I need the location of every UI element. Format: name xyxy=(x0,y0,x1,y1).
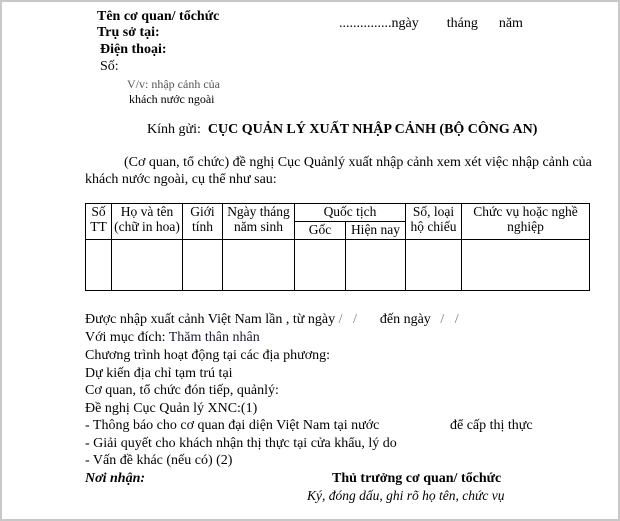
entry-period xyxy=(85,312,459,328)
guest-table xyxy=(85,203,590,291)
col-header-nationality: Quốc tịch xyxy=(295,204,406,222)
subject-line-1: V/v: nhập cảnh của xyxy=(127,77,220,91)
cell-dob[interactable] xyxy=(223,240,295,291)
col-header-gender: Giới tính xyxy=(183,204,223,240)
col-header-nationality-current: Hiện nay xyxy=(346,222,406,240)
cell-gender[interactable] xyxy=(183,240,223,291)
cell-passport[interactable] xyxy=(406,240,462,291)
cell-full-name[interactable] xyxy=(112,240,183,291)
cell-stt[interactable] xyxy=(86,240,112,291)
program-line: Chương trình hoạt động tại các địa phương: xyxy=(85,348,330,363)
document-number: Số: xyxy=(100,59,119,74)
host-org-line: Cơ quan, tổ chức đón tiếp, quảnlý: xyxy=(85,383,279,398)
entry-from-date[interactable]: / / xyxy=(338,312,357,327)
salutation-prefix: Kính gửi: xyxy=(147,122,201,137)
intro-line-2: khách nước ngoài, cụ thể như sau: xyxy=(85,172,277,187)
option-notify-embassy: - Thông báo cho cơ quan đại diện Việt Nam tại nước xyxy=(85,418,380,433)
purpose-line xyxy=(85,330,260,346)
date-line: ...............ngày tháng năm xyxy=(339,16,523,31)
col-header-passport: Số, loại hộ chiếu xyxy=(406,204,462,240)
purpose-value: Thăm thân nhân xyxy=(168,330,260,345)
purpose-label: Với mục đích: xyxy=(85,330,166,345)
col-header-nationality-origin: Gốc xyxy=(295,222,346,240)
signer-title: Thủ trưởng cơ quan/ tổchức xyxy=(332,471,502,486)
option-notify-embassy-suffix: để cấp thị thực xyxy=(450,418,533,433)
entry-to-date[interactable]: / / xyxy=(440,312,459,327)
col-header-stt: Số TT xyxy=(86,204,112,240)
org-name: Tên cơ quan/ tổchức xyxy=(97,9,220,24)
request-line: Đề nghị Cục Quản lý XNC:(1) xyxy=(85,401,258,416)
cell-occupation[interactable] xyxy=(462,240,590,291)
residence-line: Dự kiến địa chỉ tạm trú tại xyxy=(85,366,233,381)
org-address: Trụ sở tại: xyxy=(97,25,160,40)
entry-to-label: đến ngày xyxy=(379,312,431,327)
col-header-full-name: Họ và tên (chữ in hoa) xyxy=(112,204,183,240)
intro-line-1: (Cơ quan, tổ chức) đề nghị Cục Quảnlý xuất nhập cảnh xem xét việc nhập cảnh của xyxy=(124,155,592,170)
col-header-occupation: Chức vụ hoặc nghề nghiệp xyxy=(462,204,590,240)
cell-nationality-current[interactable] xyxy=(346,240,406,291)
option-visa-at-border: - Giải quyết cho khách nhận thị thực tại cửa khẩu, lý do xyxy=(85,436,397,451)
option-other: - Vấn đề khác (nếu có) (2) xyxy=(85,453,233,468)
col-header-dob: Ngày tháng năm sinh xyxy=(223,204,295,240)
entry-prefix: Được nhập xuất cảnh Việt Nam lần , từ ngày xyxy=(85,312,336,327)
org-phone: Điện thoại: xyxy=(100,42,167,57)
subject-line-2: khách nước ngoài xyxy=(129,92,215,106)
signer-note: Ký, đóng dấu, ghi rõ họ tên, chức vụ xyxy=(307,488,505,503)
recipients-label: Nơi nhận: xyxy=(85,471,146,486)
salutation xyxy=(147,122,537,138)
cell-nationality-origin[interactable] xyxy=(295,240,346,291)
table-row xyxy=(86,240,590,291)
salutation-recipient: CỤC QUẢN LÝ XUẤT NHẬP CẢNH (BỘ CÔNG AN) xyxy=(207,122,538,137)
